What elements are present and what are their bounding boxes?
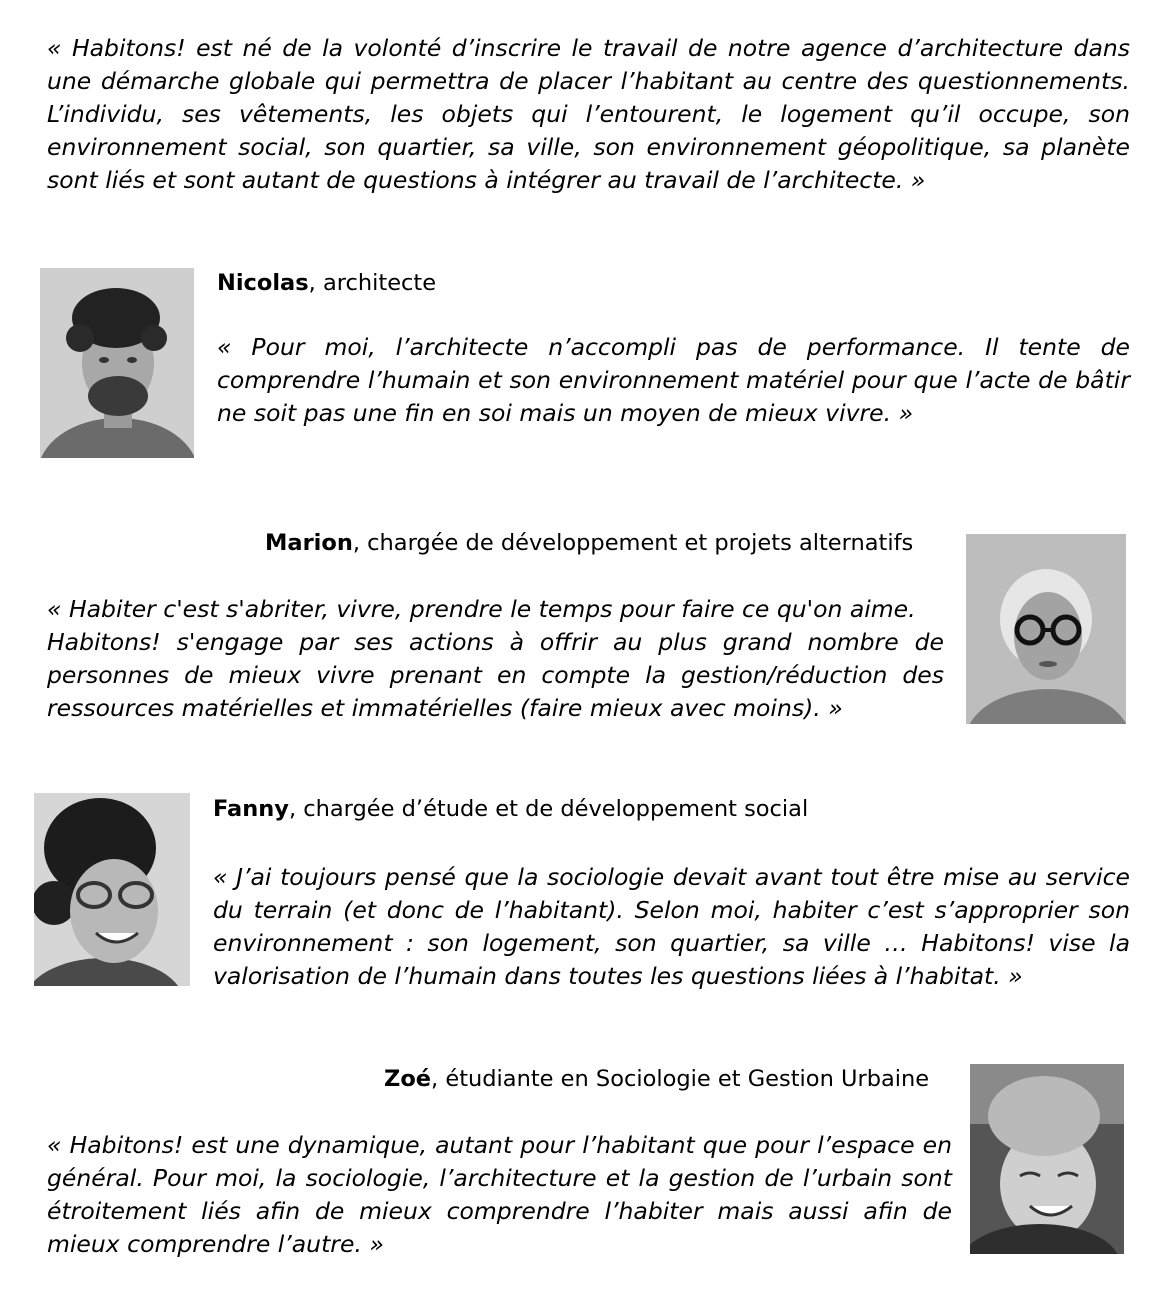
member-role: , chargée d’étude et de développement social xyxy=(288,796,809,822)
intro-paragraph: « Habitons! est né de la volonté d’inscrire le travail de notre agence d’architecture dans une démarche globale qui permettra de placer l’habitant au centre des questionnements. L’individu, ses vêtements, les objets qui l’entourent, le logement qu’il occupe, son environnement social, son quartier, sa ville, son environnement géopolitique, sa planète sont liés et sont autant de questions à intégrer au travail de l’architecte. » xyxy=(47,34,1130,194)
member-quote xyxy=(47,593,944,725)
member-quote: « J’ai toujours pensé que la sociologie devait avant tout être mise au service du terrain (et donc de l’habitant). Selon moi, habiter c’est s’approprier son environnement : son logement, son quartier, sa ville … Habitons! vise la valorisation de l’humain dans toutes les questions liées à l’habitat. » xyxy=(213,863,1130,990)
member-name-line xyxy=(265,528,913,558)
member-role: , architecte xyxy=(308,270,437,296)
member-name-line xyxy=(384,1064,929,1094)
member-name: Nicolas xyxy=(217,270,309,296)
portrait-fanny xyxy=(34,793,190,986)
portrait-nicolas xyxy=(40,268,194,458)
member-quote: « Pour moi, l’architecte n’accompli pas de performance. Il tente de comprendre l’humain et son environnement matériel pour que l’acte de bâtir ne soit pas une fin en soi mais un moyen de mieux vivre. » xyxy=(217,333,1130,427)
member-name: Zoé xyxy=(384,1066,432,1092)
quote-rest: Habitons! s'engage par ses actions à offrir au plus grand nombre de personnes de mieux vivre prenant en compte la gestion/réduction des ressources matérielles et immatérielles (faire mieux avec moins). » xyxy=(47,628,944,722)
portrait-marion xyxy=(966,534,1126,724)
member-quote: « Habitons! est une dynamique, autant pour l’habitant que pour l’espace en général. Pour moi, la sociologie, l’architecture et la gestion de l’urbain sont étroitement liés afin de mieux comprendre l’habiter mais aussi afin de mieux comprendre l’autre. » xyxy=(47,1131,952,1258)
portrait-zoe xyxy=(970,1064,1124,1254)
member-role: , étudiante en Sociologie et Gestion Urbaine xyxy=(431,1066,930,1092)
member-name: Marion xyxy=(265,530,353,556)
member-name-line xyxy=(213,794,808,824)
member-name: Fanny xyxy=(213,796,289,822)
member-role: , chargée de développement et projets alternatifs xyxy=(352,530,914,556)
member-name-line xyxy=(217,268,436,298)
quote-line: « Habiter c'est s'abriter, vivre, prendre le temps pour faire ce qu'on aime. xyxy=(47,595,916,623)
